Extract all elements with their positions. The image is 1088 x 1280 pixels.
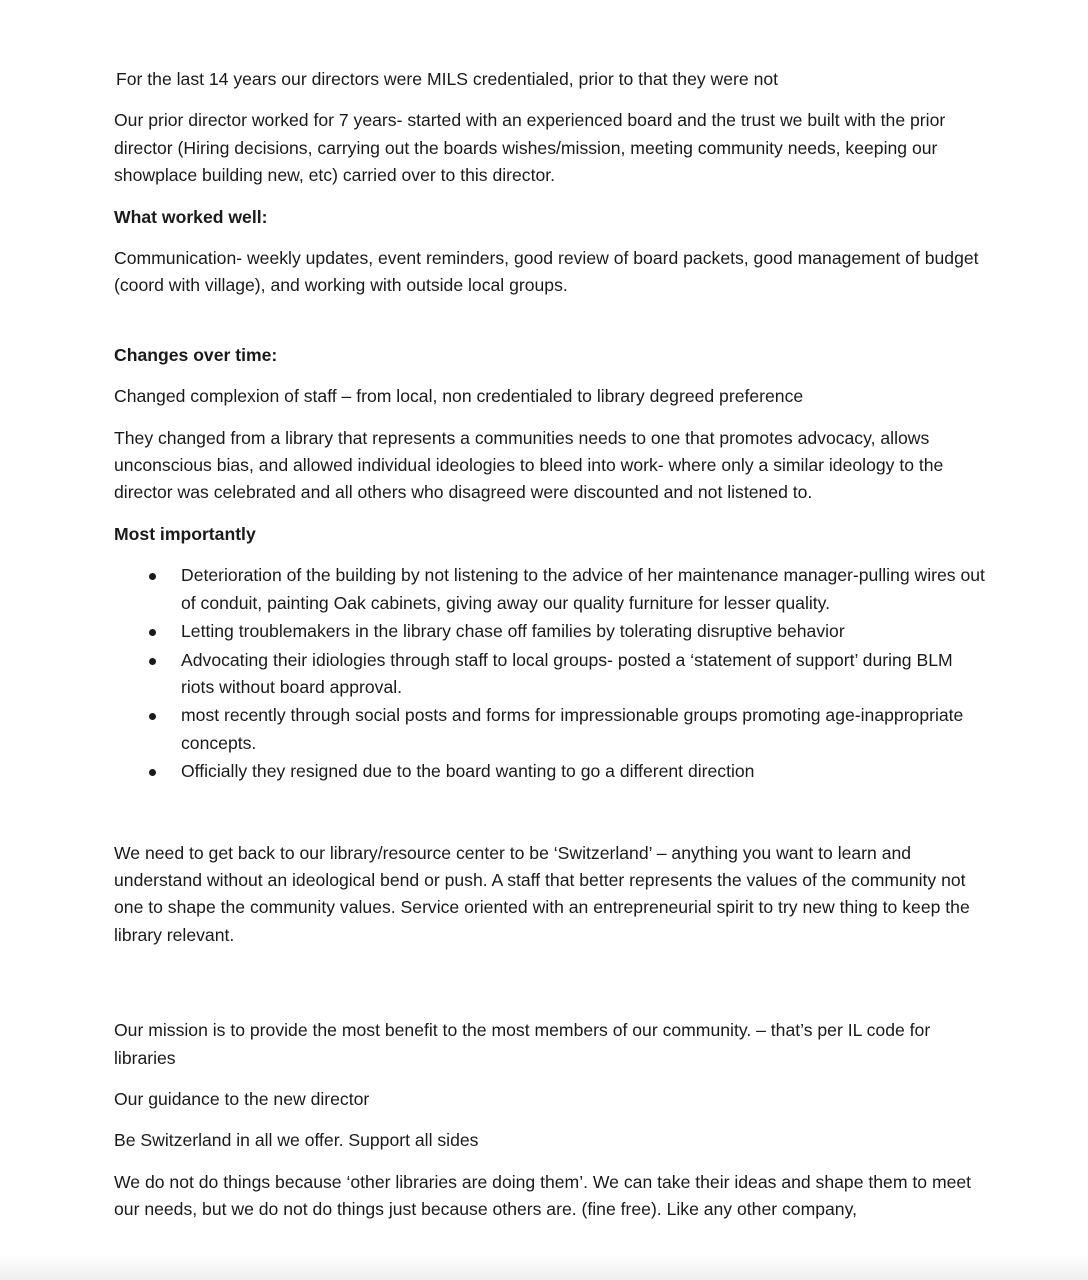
list-item-text: Officially they resigned due to the board wanting to go a different direction: [181, 761, 755, 782]
paragraph-mission: Our mission is to provide the most benefit to the most members of our community. – that’s per IL code for libraries: [114, 1020, 931, 1068]
paragraph-other-libraries: We do not do things because ‘other libraries are doing them’. We can take their ideas and shape them to meet our needs, but we do not do things just because others are. (fine free). Like any other company,: [114, 1171, 972, 1220]
bullet-icon: [149, 658, 156, 665]
heading-changes-over-time: Changes over time:: [114, 344, 278, 365]
list-item: [114, 618, 988, 645]
bullet-icon: [149, 769, 156, 776]
list-item-text: Deterioration of the building by not listening to the advice of her maintenance manager-pulling wires out of conduit, painting Oak cabinets, giving away our quality furniture for lesser quality.: [181, 565, 985, 613]
paragraph-prior-director: Our prior director worked for 7 years- started with an experienced board and the trust we built with the prior director (Hiring decisions, carrying out the boards wishes/mission, meeting community needs, keeping our showplace building new, etc) carried over to this director.: [114, 110, 946, 186]
list-item: [114, 702, 988, 757]
paragraph-guidance: Our guidance to the new director: [114, 1088, 370, 1109]
list-item: [114, 562, 988, 617]
heading-what-worked-well: What worked well:: [114, 206, 268, 227]
bullet-icon: [149, 573, 156, 580]
paragraph-directors-credentials: For the last 14 years our directors were MILS credentialed, prior to that they were not: [116, 69, 779, 89]
paragraph-staff-complexion: Changed complexion of staff – from local, non credentialed to library degreed preference: [114, 386, 804, 407]
list-item-text: Advocating their idiologies through staff to local groups- posted a ‘statement of support’ during BLM riots without board approval.: [181, 649, 953, 697]
bullet-list: [114, 562, 988, 785]
paragraph-communication: Communication- weekly updates, event reminders, good review of board packets, good management of budget (coord with village), and working with outside local groups.: [114, 248, 979, 296]
heading-most-importantly: Most importantly: [114, 523, 256, 544]
paragraph-support-all-sides: Be Switzerland in all we offer. Support all sides: [114, 1130, 479, 1151]
list-item: [114, 758, 988, 785]
page-bottom-shadow: [0, 1254, 1088, 1280]
list-item-text: Letting troublemakers in the library chase off families by tolerating disruptive behavior: [181, 621, 845, 642]
paragraph-switzerland: We need to get back to our library/resource center to be ‘Switzerland’ – anything you want to learn and understand without an ideological bend or push. A staff that better represents the values of the community not one to shape the community values. Service oriented with an entrepreneurial spirit to try new thing to keep the library relevant.: [114, 842, 970, 945]
list-item-text: most recently through social posts and forms for impressionable groups promoting age-inappropriate concepts.: [181, 705, 964, 753]
bullet-icon: [149, 629, 156, 636]
paragraph-library-changes: They changed from a library that represents a communities needs to one that promotes advocacy, allows unconscious bias, and allowed individual ideologies to bleed into work- where only a similar ideology to the director was celebrated and all others who disagreed were discounted and not listened to.: [114, 427, 944, 503]
bullet-icon: [149, 713, 156, 720]
list-item: [114, 647, 988, 702]
